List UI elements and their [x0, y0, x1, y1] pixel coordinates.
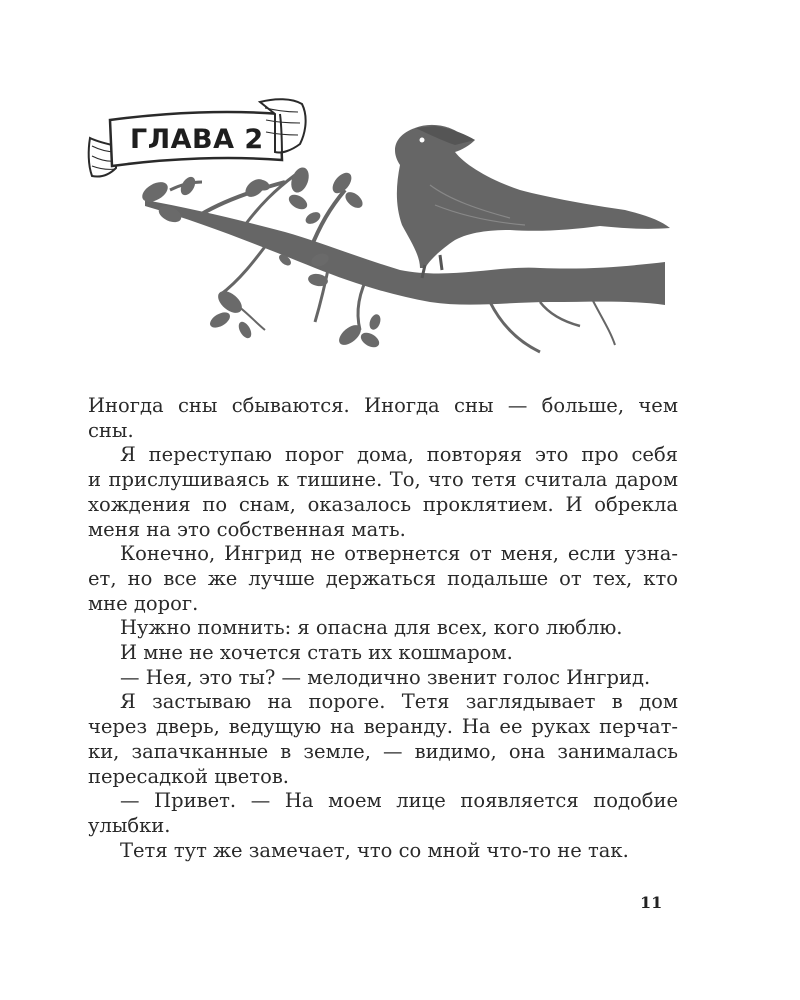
text-line: И мне не хочется стать их кошмаром.: [120, 641, 513, 665]
page-number: 11: [640, 893, 663, 912]
text-line: и прислушиваясь к тишине. То, что тетя считала даром: [88, 468, 678, 492]
text-line: меня на это собственная мать.: [88, 517, 406, 541]
text-line: мне дорог.: [88, 591, 199, 615]
text-line: Тетя тут же замечает, что со мной что-то не так.: [120, 838, 629, 862]
raven-illustration: [395, 125, 670, 278]
text-line: сны.: [88, 418, 134, 442]
text-line: через дверь, ведущую на веранду. На ее руках перчат-: [88, 715, 678, 739]
text-line: Я переступаю порог дома, повторяя это про себя: [120, 443, 678, 467]
text-line: — Нея, это ты? — мелодично звенит голос Ингрид.: [120, 665, 651, 689]
chapter-body-text: [88, 394, 678, 863]
text-line: Я застываю на пороге. Тетя заглядывает в дом: [120, 690, 678, 714]
text-line: хождения по снам, оказалось проклятием. И обрекла: [88, 492, 678, 516]
text-line: улыбки.: [88, 813, 171, 837]
text-line: ет, но все же лучше держаться подальше от тех, кто: [88, 566, 678, 590]
text-line: пересадкой цветов.: [88, 764, 289, 788]
text-line: — Привет. — На моем лице появляется подобие: [120, 789, 678, 813]
text-line: Нужно помнить: я опасна для всех, кого люблю.: [120, 616, 623, 640]
text-line: Иногда сны сбываются. Иногда сны — больше, чем: [88, 394, 678, 417]
chapter-title: ГЛАВА 2: [130, 124, 264, 155]
text-line: Конечно, Ингрид не отвернется от меня, если узна-: [120, 542, 678, 566]
text-line: ки, запачканные в земле, — видимо, она занималась: [88, 739, 678, 763]
